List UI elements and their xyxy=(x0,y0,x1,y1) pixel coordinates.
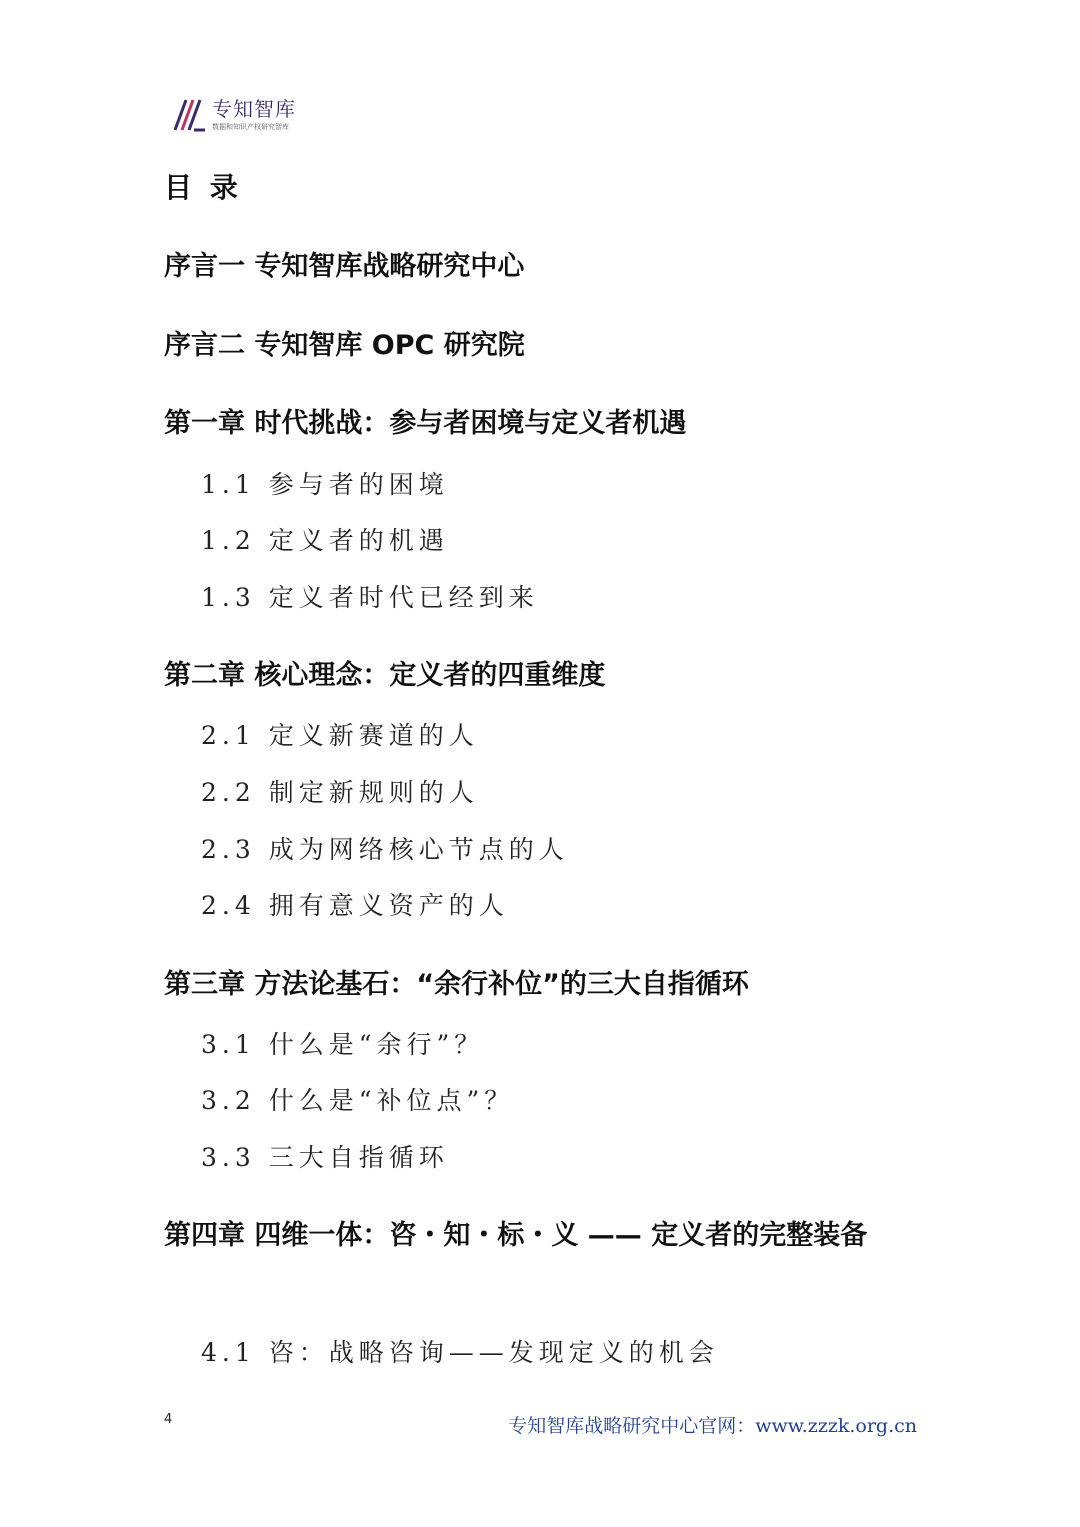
toc-entry-preface-2: 序言二 专知智库 OPC 研究院 xyxy=(164,330,525,361)
toc-entry-2-4: 2.4 拥有意义资产的人 xyxy=(201,891,509,920)
logo-subtitle: 数据和知识产权研究智库 xyxy=(212,123,289,131)
toc-entry-4-1: 4.1 咨：战略咨询——发现定义的机会 xyxy=(201,1338,719,1367)
toc-entry-1-2: 1.2 定义者的机遇 xyxy=(201,526,449,555)
toc-entry-chapter-3: 第三章 方法论基石：“余行补位”的三大自指循环 xyxy=(164,969,749,1000)
toc-title: 目 录 xyxy=(164,171,242,204)
toc-entry-chapter-1: 第一章 时代挑战：参与者困境与定义者机遇 xyxy=(164,408,687,439)
toc-entry-chapter-4: 第四章 四维一体：咨・知・标・义 —— 定义者的完整装备 xyxy=(164,1220,868,1251)
toc-entry-2-1: 2.1 定义新赛道的人 xyxy=(201,721,479,750)
toc-entry-3-2: 3.2 什么是“补位点”？ xyxy=(201,1086,515,1115)
logo xyxy=(172,98,296,132)
toc-entry-2-3: 2.3 成为网络核心节点的人 xyxy=(201,835,569,864)
page-number: 4 xyxy=(164,1412,173,1427)
toc-entry-preface-1: 序言一 专知智库战略研究中心 xyxy=(164,251,525,282)
toc-entry-2-2: 2.2 制定新规则的人 xyxy=(201,778,479,807)
logo-mark-icon xyxy=(172,98,206,132)
toc-entry-chapter-2: 第二章 核心理念：定义者的四重维度 xyxy=(164,660,606,691)
toc-entry-3-3: 3.3 三大自指循环 xyxy=(201,1143,449,1172)
toc-entry-3-1: 3.1 什么是“余行”？ xyxy=(201,1030,485,1059)
logo-name: 专知智库 xyxy=(212,97,296,121)
toc-entry-1-1: 1.1 参与者的困境 xyxy=(201,470,449,499)
footer-website: 专知智库战略研究中心官网：www.zzzk.org.cn xyxy=(508,1415,917,1437)
toc-entry-1-3: 1.3 定义者时代已经到来 xyxy=(201,583,539,612)
